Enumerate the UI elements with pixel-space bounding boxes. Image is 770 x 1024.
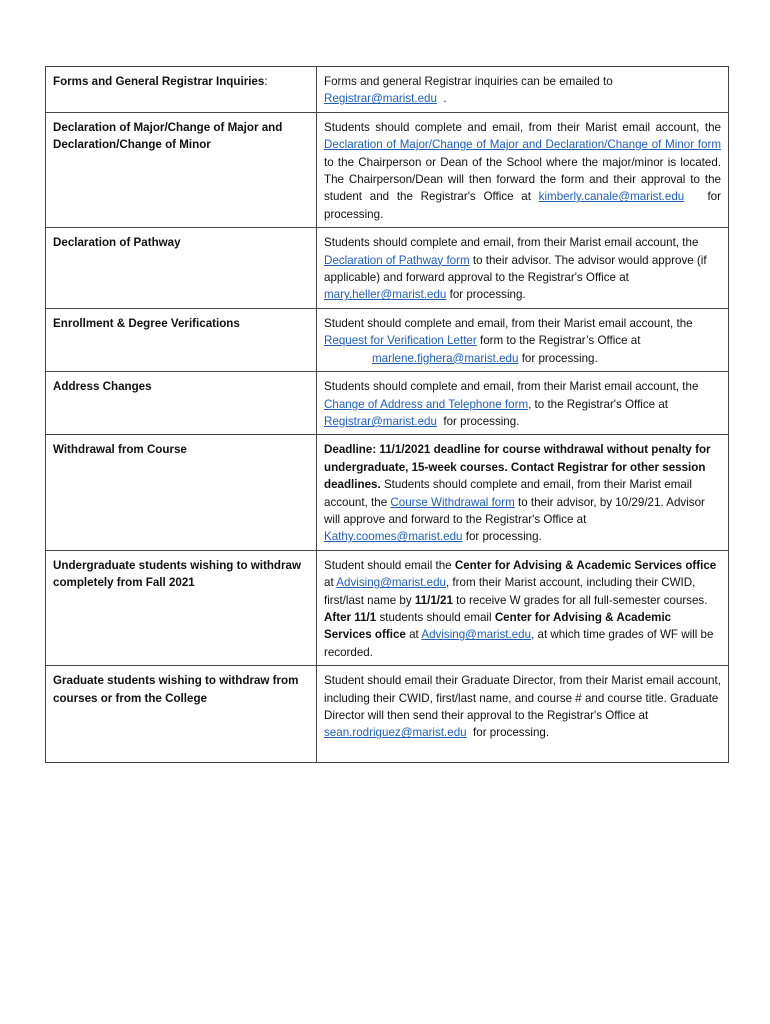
topic-label: Undergraduate students wishing to withdraw completely from Fall 2021 xyxy=(53,558,301,590)
details-text: , to the Registrar's Office at xyxy=(528,397,669,411)
advising-office-name: Center for Advising & Academic Services office xyxy=(454,558,717,572)
details-text: Forms and general Registrar inquiries can be emailed to xyxy=(324,75,613,88)
details-cell xyxy=(317,372,729,435)
details-cell xyxy=(317,666,729,763)
topic-cell xyxy=(46,67,317,113)
details-text: Student should email the xyxy=(324,558,452,572)
details-text: students should email xyxy=(379,610,492,624)
address-change-form-link[interactable]: Change of Address and Telephone form xyxy=(324,397,529,411)
details-cell xyxy=(317,112,729,227)
topic-label: Declaration of Major/Change of Major and Declaration/Change of Minor xyxy=(53,120,283,152)
topic-cell xyxy=(46,372,317,435)
details-text: form to the Registrar’s Office at xyxy=(479,334,641,348)
details-text: to the Chairperson or Dean of the School where the major/minor is located. The Chairperson/Dean will then forward the form and their approval to the student and the Registrar's Office at xyxy=(324,155,721,204)
fighera-email-link[interactable]: marlene.fighera@marist.edu xyxy=(372,351,519,365)
topic-label: Graduate students wishing to withdraw from courses or from the College xyxy=(53,674,299,705)
table-row xyxy=(46,550,729,665)
topic-label: Withdrawal from Course xyxy=(53,443,187,457)
details-text: for processing. xyxy=(324,190,721,221)
canale-email-link[interactable]: kimberly.canale@marist.edu xyxy=(538,190,685,204)
registrar-email-link[interactable]: Registrar@marist.edu xyxy=(324,92,437,106)
details-cell xyxy=(317,550,729,665)
topic-cell xyxy=(46,550,317,665)
details-text: for processing. xyxy=(443,414,520,428)
details-text: to receive W grades for all full-semester courses. xyxy=(456,593,708,607)
details-text: to their advisor. The advisor would approve (if applicable) and forward approval to the Registrar's Office at xyxy=(324,253,707,285)
details-cell xyxy=(317,67,729,113)
deadline-date: 11/1/21 xyxy=(414,593,453,607)
table-row xyxy=(46,435,729,550)
coomes-email-link[interactable]: Kathy.coomes@marist.edu xyxy=(324,530,463,544)
deadline-notice: Deadline: 11/1/2021 deadline for course withdrawal without penalty for undergraduate, 15-week courses. Contact Registrar for other session deadlines. xyxy=(324,443,711,492)
details-text: at xyxy=(324,576,334,590)
details-cell xyxy=(317,228,729,309)
topic-cell xyxy=(46,435,317,550)
table-row xyxy=(46,308,729,371)
heller-email-link[interactable]: mary.heller@marist.edu xyxy=(324,288,447,302)
registrar-info-table xyxy=(45,66,729,763)
table-row xyxy=(46,666,729,763)
details-text: Student should complete and email, from their Marist email account, the xyxy=(324,316,693,330)
details-text: for processing. xyxy=(449,288,526,302)
details-cell xyxy=(317,308,729,371)
declaration-pathway-form-link[interactable]: Declaration of Pathway form xyxy=(324,253,470,267)
details-text: Students should complete and email, from their Marist email account, the xyxy=(324,478,692,509)
details-text: for processing. xyxy=(465,530,542,544)
details-text: Students should complete and email, from their Marist email account, the xyxy=(324,380,699,394)
declaration-major-minor-form-link[interactable]: Declaration of Major/Change of Major and Declaration/Change of Minor form xyxy=(324,138,721,152)
topic-label: Address Changes xyxy=(53,380,152,394)
course-withdrawal-form-link[interactable]: Course Withdrawal form xyxy=(390,495,515,509)
details-text: . xyxy=(443,92,447,106)
details-text: for processing. xyxy=(473,726,550,740)
details-text: at xyxy=(409,628,419,642)
topic-label: Declaration of Pathway xyxy=(53,236,181,250)
details-text: , from their Marist account, including their CWID, first/last name by xyxy=(324,576,696,607)
topic-label: Enrollment & Degree Verifications xyxy=(53,316,240,330)
table-row xyxy=(46,112,729,227)
details-text: , at which time grades of WF will be recorded. xyxy=(324,628,714,659)
registrar-email-link[interactable]: Registrar@marist.edu xyxy=(324,414,437,428)
topic-cell xyxy=(46,666,317,763)
details-text: Students should complete and email, from their Marist email account, the xyxy=(324,120,721,134)
advising-office-name: Center for Advising & Academic Services office xyxy=(324,610,672,642)
rodriguez-email-link[interactable]: sean.rodriguez@marist.edu xyxy=(324,726,467,740)
topic-colon: : xyxy=(264,75,268,88)
details-text: Students should complete and email, from their Marist email account, the xyxy=(324,236,699,250)
details-text: to their advisor, by 10/29/21. Advisor will approve and forward to the Registrar's Office at xyxy=(324,495,705,526)
topic-label: Forms and General Registrar Inquiries xyxy=(53,75,265,88)
topic-cell xyxy=(46,308,317,371)
advising-email-link[interactable]: Advising@marist.edu xyxy=(421,628,532,642)
table-row xyxy=(46,67,729,113)
after-deadline-label: After 11/1 xyxy=(324,610,377,624)
details-cell xyxy=(317,435,729,550)
details-text: Student should email their Graduate Director, from their Marist email account, including their CWID, first/last name, and course # and course title. Graduate Director will then send their approval to the Registrar's Office at xyxy=(324,674,721,722)
table-row xyxy=(46,228,729,309)
details-text: for processing. xyxy=(521,351,598,365)
advising-email-link[interactable]: Advising@marist.edu xyxy=(336,576,446,590)
topic-cell xyxy=(46,112,317,227)
topic-cell xyxy=(46,228,317,309)
table-row xyxy=(46,372,729,435)
verification-letter-link[interactable]: Request for Verification Letter xyxy=(324,334,477,348)
